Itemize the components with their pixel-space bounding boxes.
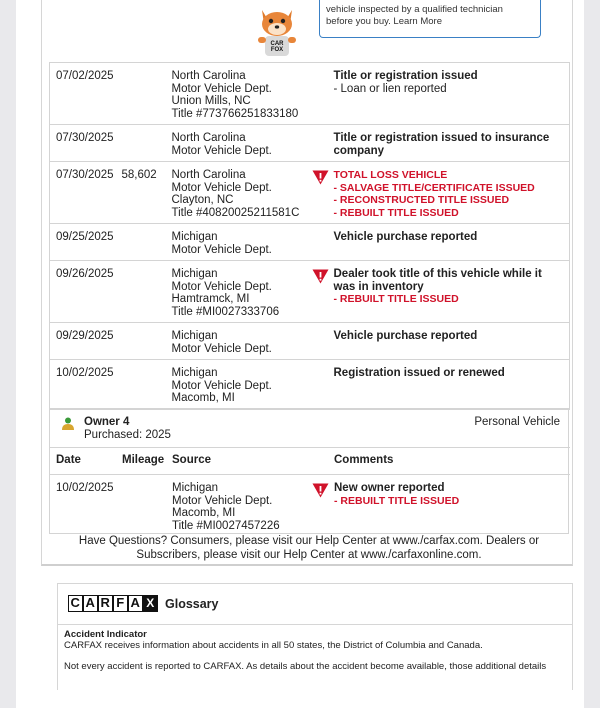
help-line-1: Have Questions? Consumers, please visit our Help Center at www./carfax.com. Dealers or [78, 535, 540, 547]
logo-letter: X [143, 595, 158, 612]
record-comment: Dealer took title of this vehicle while it [333, 268, 542, 280]
record-comments [334, 63, 570, 125]
record-comment: New owner reported [334, 482, 445, 494]
help-line-2: Subscribers, please visit our Help Center at www./carfaxonline.com. [136, 548, 482, 561]
owner-4-section [49, 408, 569, 534]
history-record-row [50, 475, 570, 537]
record-comment: company [333, 144, 384, 157]
record-warning-cell [312, 125, 334, 162]
mascot-label-1: CAR [270, 41, 284, 47]
record-warning-cell [312, 360, 334, 410]
accident-indicator-heading: Accident Indicator [64, 629, 147, 640]
record-source-line: Michigan [171, 330, 218, 342]
record-alert-text: - SALVAGE TITLE/CERTIFICATE ISSUED [333, 181, 535, 194]
record-mileage: 58,602 [122, 162, 172, 224]
glossary-divider [58, 624, 572, 625]
record-source [172, 261, 312, 323]
record-comment: Vehicle purchase reported [333, 330, 478, 342]
record-source-line: Motor Vehicle Dept. [171, 342, 272, 355]
record-alert-text: - REBUILT TITLE ISSUED [333, 206, 459, 219]
mascot-label-2: FOX [270, 47, 284, 53]
record-date: 10/02/2025 [50, 475, 122, 537]
accident-indicator-text-2: Not every accident is reported to CARFAX. As details about the accident become available, those additional details [64, 661, 547, 672]
record-source [172, 63, 312, 125]
record-source-line: Title #MI0027457226 [172, 519, 280, 532]
warning-icon [312, 269, 329, 284]
record-warning-cell [312, 162, 334, 224]
owner-person-icon [62, 417, 74, 430]
record-date: 07/30/2025 [50, 125, 122, 162]
record-date: 10/02/2025 [50, 360, 122, 410]
record-date: 09/26/2025 [50, 261, 122, 323]
record-warning-cell [312, 261, 334, 323]
warning-icon [312, 170, 329, 185]
record-comments [334, 162, 570, 224]
report-page [16, 0, 584, 708]
record-comments [334, 261, 570, 323]
tip-text-line: vehicle inspected by a qualified technician [326, 4, 503, 15]
record-source-line: Title #MI0027333706 [171, 305, 280, 318]
warning-icon [312, 483, 329, 498]
record-source-line: North Carolina [171, 132, 246, 144]
history-record-row [50, 323, 570, 360]
record-comment: Registration issued or renewed [333, 367, 505, 379]
record-source-line: Motor Vehicle Dept. [171, 144, 272, 157]
record-source-line: Macomb, MI [171, 392, 235, 404]
record-source-line: Motor Vehicle Dept. [171, 82, 272, 95]
history-table [49, 62, 570, 410]
record-source [172, 323, 312, 360]
record-date: 07/30/2025 [50, 162, 122, 224]
record-comment: Title or registration issued to insurance [333, 132, 550, 144]
record-date: 09/25/2025 [50, 224, 122, 261]
record-source [172, 162, 312, 224]
record-warning-cell [312, 323, 334, 360]
record-mileage [122, 261, 172, 323]
record-comments [334, 125, 570, 162]
history-record-row [50, 224, 570, 261]
record-source [172, 224, 312, 261]
owner-table-header-row [50, 448, 570, 475]
record-comments [334, 475, 570, 537]
owner-title: Owner 4 [84, 416, 130, 428]
record-mileage [122, 63, 172, 125]
record-source [172, 125, 312, 162]
record-source-line: Michigan [171, 268, 218, 280]
logo-letter: A [83, 595, 98, 612]
glossary-title: Glossary [165, 597, 219, 611]
record-source-line: Title #773766251833180 [171, 107, 299, 120]
history-record-row [50, 125, 570, 162]
record-source-line: Motor Vehicle Dept. [172, 494, 273, 507]
header-date: Date [50, 448, 122, 475]
record-comment: Vehicle purchase reported [333, 231, 478, 243]
record-source-line: Motor Vehicle Dept. [171, 379, 272, 392]
record-source-line: Michigan [171, 231, 218, 243]
record-source-line: Clayton, NC [171, 194, 234, 206]
help-center-note [49, 535, 569, 562]
header-comments: Comments [334, 448, 570, 475]
logo-letter: C [68, 595, 83, 612]
logo-letter: R [98, 595, 113, 612]
record-mileage [122, 360, 172, 410]
owner-4-header [50, 409, 568, 447]
record-comments [334, 323, 570, 360]
record-source-line: North Carolina [171, 169, 246, 181]
record-alert-text: - REBUILT TITLE ISSUED [334, 494, 460, 507]
record-source-line: Macomb, MI [172, 507, 236, 519]
carfox-mascot-icon [252, 4, 302, 60]
record-source-line: Hamtramck, MI [171, 293, 250, 305]
header-source: Source [172, 448, 312, 475]
history-record-row [50, 261, 570, 323]
record-mileage [122, 475, 172, 537]
record-comment-detail: - Loan or lien reported [333, 82, 447, 95]
record-warning-cell [312, 475, 334, 537]
record-comments [334, 224, 570, 261]
record-source [172, 475, 312, 537]
record-source [172, 360, 312, 410]
record-mileage [122, 125, 172, 162]
logo-letter: A [128, 595, 143, 612]
record-mileage [122, 224, 172, 261]
record-warning-cell [312, 63, 334, 125]
carfax-logo [68, 595, 158, 612]
record-source-line: Michigan [171, 367, 218, 379]
accident-indicator-text-1: CARFAX receives information about accidents in all 50 states, the District of Columbia and Canada. [64, 640, 483, 651]
record-source-line: Michigan [172, 482, 219, 494]
record-source-line: Motor Vehicle Dept. [171, 181, 272, 194]
record-source-line: Title #40820025211581C [171, 206, 300, 219]
record-alert-text: - RECONSTRUCTED TITLE ISSUED [333, 194, 510, 206]
record-date: 07/02/2025 [50, 63, 122, 125]
owner-vehicle-type: Personal Vehicle [474, 416, 560, 428]
owner-4-history-table [50, 447, 570, 536]
inspection-tip-box [319, 0, 541, 38]
record-alert-text: TOTAL LOSS VEHICLE [333, 169, 448, 181]
header-warning-col [312, 448, 334, 475]
record-date: 09/29/2025 [50, 323, 122, 360]
record-comment: Title or registration issued [333, 70, 478, 82]
record-comments [334, 360, 570, 410]
logo-letter: F [113, 595, 128, 612]
record-warning-cell [312, 224, 334, 261]
owner-purchased: Purchased: 2025 [84, 429, 171, 441]
record-source-line: Motor Vehicle Dept. [171, 243, 272, 256]
glossary-section [57, 583, 573, 690]
record-source-line: North Carolina [171, 70, 246, 82]
history-record-row [50, 360, 570, 410]
record-source-line: Union Mills, NC [171, 95, 251, 107]
record-alert-text: - REBUILT TITLE ISSUED [333, 293, 459, 305]
header-mileage: Mileage [122, 448, 172, 475]
record-source-line: Motor Vehicle Dept. [171, 280, 272, 293]
tip-learn-more[interactable]: before you buy. Learn More [326, 16, 443, 27]
history-record-row [50, 162, 570, 224]
record-comment: was in inventory [333, 280, 424, 293]
history-record-row [50, 63, 570, 125]
record-mileage [122, 323, 172, 360]
